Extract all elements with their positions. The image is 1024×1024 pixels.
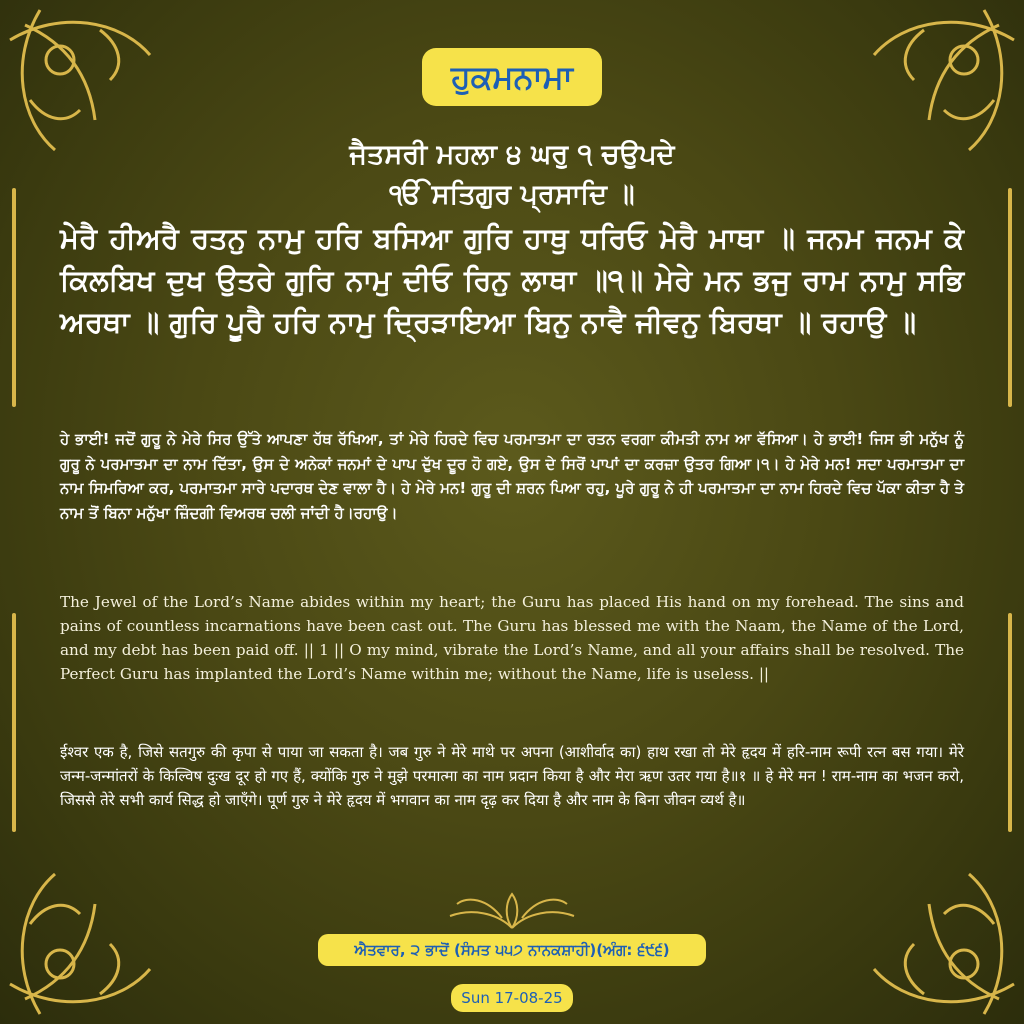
divider-ornament-icon — [442, 888, 582, 934]
corner-ornament-bottom-right — [874, 874, 1014, 1014]
date-english: Sun 17-08-25 — [451, 984, 573, 1012]
punjabi-translation: ਹੇ ਭਾਈ! ਜਦੋਂ ਗੁਰੂ ਨੇ ਮੇਰੇ ਸਿਰ ਉੱਤੇ ਆਪਣਾ ਹੱਥ ਰੱਖਿਆ, ਤਾਂ ਮੇਰੇ ਹਿਰਦੇ ਵਿਚ ਪਰਮਾਤਮਾ ਦਾ ਰਤਨ ਵਰਗਾ ਕੀਮਤੀ ਨਾਮ ਆ ਵੱਸਿਆ। ਹੇ ਭਾਈ! ਜਿਸ ਭੀ ਮਨੁੱਖ ਨੂੰ ਗੁਰੂ ਨੇ ਪਰਮਾਤਮਾ ਦਾ ਨਾਮ ਦਿੱਤਾ, ਉਸ ਦੇ ਅਨੇਕਾਂ ਜਨਮਾਂ ਦੇ ਪਾਪ ਦੁੱਖ ਦੂਰ ਹੋ ਗਏ, ਉਸ ਦੇ ਸਿਰੋਂ ਪਾਪਾਂ ਦਾ ਕਰਜ਼ਾ ਉਤਰ ਗਿਆ।੧। ਹੇ ਮੇਰੇ ਮਨ! ਸਦਾ ਪਰਮਾਤਮਾ ਦਾ ਨਾਮ ਸਿਮਰਿਆ ਕਰ, ਪਰਮਾਤਮਾ ਸਾਰੇ ਪਦਾਰਥ ਦੇਣ ਵਾਲਾ ਹੈ। ਹੇ ਮੇਰੇ ਮਨ! ਗੁਰੂ ਦੀ ਸ਼ਰਨ ਪਿਆ ਰਹੁ, ਪੂਰੇ ਗੁਰੂ ਨੇ ਹੀ ਪਰਮਾਤਮਾ ਦਾ ਨਾਮ ਹਿਰਦੇ ਵਿਚ ਪੱਕਾ ਕੀਤਾ ਹੈ ਤੇ ਨਾਮ ਤੋਂ ਬਿਨਾ ਮਨੁੱਖਾ ਜ਼ਿੰਦਗੀ ਵਿਅਰਥ ਚਲੀ ਜਾਂਦੀ ਹੈ।ਰਹਾਉ। — [60, 430, 964, 522]
corner-ornament-top-right — [874, 10, 1014, 150]
hukamnama-title: ਹੁਕਮਨਾਮਾ — [422, 48, 602, 106]
mool-mantar-line: ੴ ਸਤਿਗੁਰ ਪ੍ਰਸਾਦਿ ॥ — [389, 179, 635, 210]
corner-ornament-bottom-left — [10, 874, 150, 1014]
corner-ornament-top-left — [10, 10, 150, 150]
gurbani-block — [60, 135, 964, 343]
hindi-translation: ईश्वर एक है, जिसे सतगुरु की कृपा से पाया जा सकता है। जब गुरु ने मेरे माथे पर अपना (आशीर्वाद का) हाथ रखा तो मेरे हृदय में हरि-नाम रूपी रत्न बस गया। मेरे जन्म-जन्मांतरों के किल्विष दुःख दूर हो गए हैं, क्योंकि गुरु ने मुझे परमात्मा का नाम प्रदान किया है और मेरा ऋण उतर गया है॥१ ॥ हे मेरे मन ! राम-नाम का भजन करो, जिससे तेरे सभी कार्य सिद्ध हो जाएँगे। पूर्ण गुरु ने मेरे हृदय में भगवान का नाम दृढ़ कर दिया है और नाम के बिना जीवन व्यर्थ है॥ — [60, 743, 964, 809]
english-translation: The Jewel of the Lord’s Name abides within my heart; the Guru has placed His hand on my forehead. The sins and pains of countless incarnations have been cast out. The Guru has blessed me with the Naam, the Name of the Lord, and my debt has been paid off. || 1 || O my mind, vibrate the Lord’s Name, and all your affairs shall be resolved. The Perfect Guru has implanted the Lord’s Name within me; without the Name, life is useless. || — [60, 593, 964, 683]
date-punjabi: ਐਤਵਾਰ, ੨ ਭਾਦੋਂ (ਸੰਮਤ ੫੫੭ ਨਾਨਕਸ਼ਾਹੀ)(ਅੰਗ: ੬੯੬) — [318, 934, 706, 966]
shabad-heading: ਜੈਤਸਰੀ ਮਹਲਾ ੪ ਘਰੁ ੧ ਚਉਪਦੇ — [349, 139, 675, 170]
shabad-verse: ਮੇਰੈ ਹੀਅਰੈ ਰਤਨੁ ਨਾਮੁ ਹਰਿ ਬਸਿਆ ਗੁਰਿ ਹਾਥੁ ਧਰਿਓ ਮੇਰੈ ਮਾਥਾ ॥ ਜਨਮ ਜਨਮ ਕੇ ਕਿਲਬਿਖ ਦੁਖ ਉਤਰੇ ਗੁਰਿ ਨਾਮੁ ਦੀਓ ਰਿਨੁ ਲਾਥਾ ॥੧॥ ਮੇਰੇ ਮਨ ਭਜੁ ਰਾਮ ਨਾਮੁ ਸਭਿ ਅਰਥਾ ॥ ਗੁਰਿ ਪੂਰੈ ਹਰਿ ਨਾਮੁ ਦ੍ਰਿੜਾਇਆ ਬਿਨੁ ਨਾਵੈ ਜੀਵਨੁ ਬਿਰਥਾ ॥ ਰਹਾਉ ॥ — [60, 221, 964, 339]
